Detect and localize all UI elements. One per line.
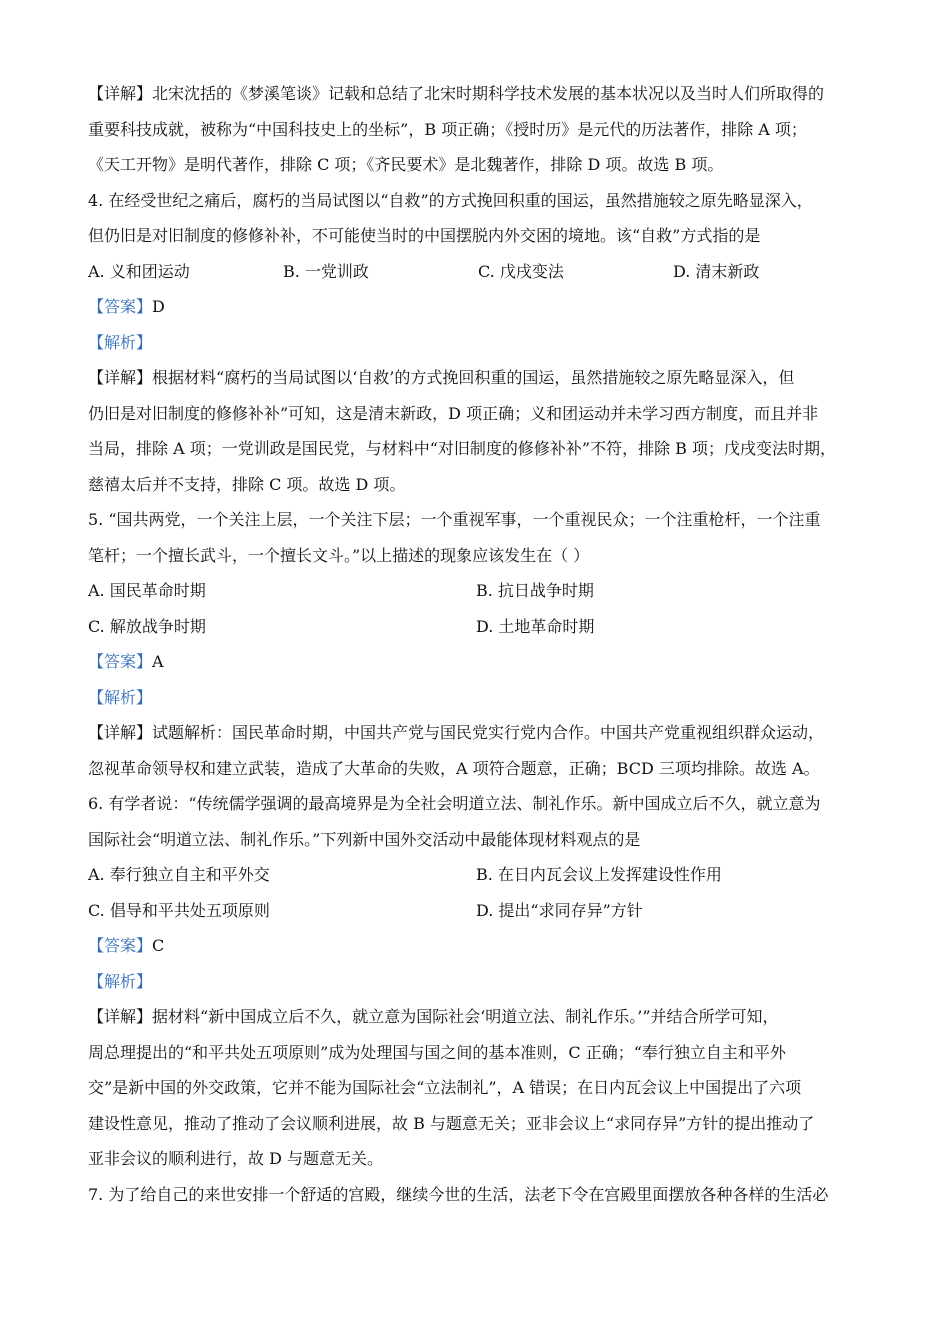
q4-options — [88, 254, 874, 290]
q4-detail-text-1: 根据材料“腐朽的当局试图以‘自救’的方式挽回积重的国运，虽然措施较之原先略显深入，但 — [152, 368, 795, 387]
q4-stem-line-2: 但仍旧是对旧制度的修修补补，不可能使当时的中国摆脱内外交困的境地。该“自救”方式指的是 — [88, 226, 761, 245]
q3-detail-tag: 【详解】 — [88, 84, 153, 103]
q3-detail-line-2: 重要科技成就，被称为“中国科技史上的坐标”，B 项正确；《授时历》是元代的历法著作，排除 A 项； — [88, 119, 807, 139]
q4-option-a: A. 义和团运动 — [88, 261, 190, 281]
q6-detail-tag: 【详解】 — [88, 1007, 153, 1026]
q4-answer-value: D — [152, 297, 165, 316]
q5-option-c: C. 解放战争时期 — [88, 616, 206, 636]
q4-answer-tag: 【答案】 — [88, 297, 153, 316]
q4-analysis-tag: 【解析】 — [88, 332, 153, 352]
q5-stem-line-2: 笔杆；一个擅长武斗，一个擅长文斗。”以上描述的现象应该发生在（ ） — [88, 545, 590, 565]
q6-options-row-2 — [88, 893, 874, 929]
q5-options-row-2 — [88, 609, 874, 645]
q6-answer-tag: 【答案】 — [88, 936, 153, 955]
q6-detail-text-1: 据材料“新中国成立后不久，就立意为国际社会‘明道立法、制礼作乐。’”并结合所学可知， — [152, 1007, 779, 1026]
q6-detail-line-2: 周总理提出的“和平共处五项原则”成为处理国与国之间的基本准则，C 正确；“奉行独立自主和平外 — [88, 1042, 786, 1062]
q5-answer-tag: 【答案】 — [88, 652, 153, 671]
q3-detail-text-1: 北宋沈括的《梦溪笔谈》记载和总结了北宋时期科学技术发展的基本状况以及当时人们所取得的 — [152, 84, 825, 103]
q3-detail-line-1 — [88, 76, 874, 112]
q6-option-a: A. 奉行独立自主和平外交 — [88, 865, 270, 884]
q4-detail-line-3: 当局，排除 A 项；一党训政是国民党，与材料中“对旧制度的修修补补”不符，排除 B 项；戊戌变法时期， — [88, 439, 837, 458]
q6-detail-line-1 — [88, 999, 874, 1035]
q6-detail-line-5: 亚非会议的顺利进行，故 D 与题意无关。 — [88, 1149, 384, 1168]
q5-analysis-tag: 【解析】 — [88, 687, 153, 707]
q4-detail-line-1 — [88, 360, 874, 396]
q6-options-row-1 — [88, 857, 874, 893]
q4-detail-line-2: 仍旧是对旧制度的修修补补”可知，这是清末新政，D 项正确；义和团运动并未学习西方制度，而且并非 — [88, 403, 819, 423]
q6-stem-line-1: 6. 有学者说：“传统儒学强调的最高境界是为全社会明道立法、制礼作乐。新中国成立后不久，就立意为 — [88, 794, 821, 813]
q4-stem-line-1: 4. 在经受世纪之痛后，腐朽的当局试图以“自救”的方式挽回积重的国运，虽然措施较之原先略显深入， — [88, 190, 813, 210]
q6-stem-line-2: 国际社会“明道立法、制礼作乐。”下列新中国外交活动中最能体现材料观点的是 — [88, 829, 641, 849]
q5-detail-text-1: 试题解析：国民革命时期，中国共产党与国民党实行党内合作。中国共产党重视组织群众运动， — [152, 723, 825, 742]
q5-option-a: A. 国民革命时期 — [88, 581, 206, 600]
q5-stem-line-1: 5. “国共两党，一个关注上层，一个关注下层；一个重视军事，一个重视民众；一个注重枪杆，一个注重 — [88, 510, 821, 529]
q6-option-b: B. 在日内瓦会议上发挥建设性作用 — [476, 865, 722, 884]
q5-detail-line-2: 忽视革命领导权和建立武装，造成了大革命的失败，A 项符合题意，正确；BCD 三项均排除。故选 A。 — [88, 758, 820, 778]
q4-option-d: D. 清末新政 — [673, 261, 760, 281]
q7-stem-line-1: 7. 为了给自己的来世安排一个舒适的宫殿，继续今世的生活，法老下令在宫殿里面摆放各种各样的生活必 — [88, 1184, 829, 1204]
q5-answer-value: A — [152, 652, 164, 671]
q4-option-b: B. 一党训政 — [283, 261, 369, 281]
q4-option-c: C. 戊戌变法 — [478, 261, 564, 281]
q4-detail-tag: 【详解】 — [88, 368, 153, 387]
q5-answer — [88, 644, 874, 680]
q4-answer — [88, 289, 874, 325]
q5-detail-line-1 — [88, 715, 874, 751]
q6-analysis-tag: 【解析】 — [88, 971, 153, 991]
q4-detail-line-4: 慈禧太后并不支持，排除 C 项。故选 D 项。 — [88, 474, 406, 494]
q6-option-d: D. 提出“求同存异”方针 — [476, 900, 643, 920]
q5-detail-tag: 【详解】 — [88, 723, 153, 742]
q5-option-b: B. 抗日战争时期 — [476, 581, 594, 600]
q5-option-d: D. 土地革命时期 — [476, 616, 595, 636]
q5-options-row-1 — [88, 573, 874, 609]
q6-detail-line-3: 交”是新中国的外交政策，它并不能为国际社会“立法制礼”，A 错误；在日内瓦会议上中国提出了六项 — [88, 1078, 802, 1097]
q3-detail-line-3: 《天工开物》是明代著作，排除 C 项；《齐民要术》是北魏著作，排除 D 项。故选 B 项。 — [88, 155, 724, 174]
q6-detail-line-4: 建设性意见，推动了推动了会议顺利进展，故 B 与题意无关；亚非会议上“求同存异”方针的提出推动了 — [88, 1113, 815, 1133]
document-page — [88, 76, 874, 1212]
q6-option-c: C. 倡导和平共处五项原则 — [88, 900, 270, 920]
q6-answer-value: C — [152, 936, 165, 955]
q6-answer — [88, 928, 874, 964]
